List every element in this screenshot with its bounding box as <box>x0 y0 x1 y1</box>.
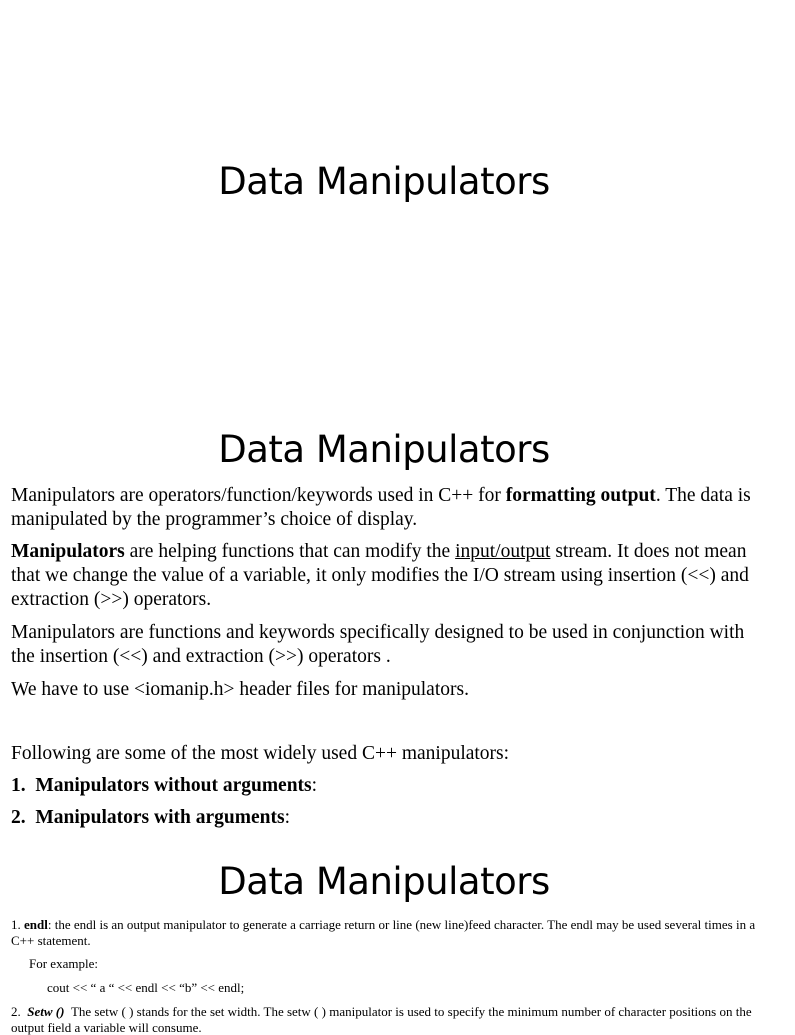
bold-term: Manipulators with arguments <box>35 807 285 828</box>
list-number: 1. <box>11 775 26 796</box>
example-label: For example: <box>29 956 98 971</box>
bold-term: Setw () <box>27 1004 65 1019</box>
item-text: The setw ( ) stands for the set width. The setw ( ) manipulator is used to specify the minimum number of character positions on the output field a variable will consume. <box>11 1004 752 1035</box>
paragraph-iomanip-header: We have to use <iomanip.h> header files for manipulators. <box>11 679 469 700</box>
item-endl <box>11 917 759 948</box>
paragraph-widely-used: Following are some of the most widely used C++ manipulators: <box>11 743 510 764</box>
paragraph-text: . The data is manipulated by the programmer’s choice of display. <box>11 485 751 530</box>
slide-3-title: Data Manipulators <box>218 860 550 903</box>
slide-1-title: Data Manipulators <box>218 160 550 203</box>
paragraph-formatting-output <box>11 484 761 532</box>
underlined-term: input/output <box>455 541 551 562</box>
paragraph-text: are helping functions that can modify the <box>124 541 456 562</box>
bold-term: Manipulators <box>11 541 125 562</box>
bold-term: formatting output <box>505 485 656 506</box>
item-text: : the endl is an output manipulator to generate a carriage return or line (new line)feed character. The endl may be used several times in a C++ statement. <box>11 917 756 948</box>
list-item-with-arguments <box>11 806 761 830</box>
list-item-without-arguments <box>11 774 761 798</box>
paragraph-manipulators-definition <box>11 540 761 612</box>
item-number: 1. <box>11 917 21 932</box>
code-example: cout << “ a “ << endl << “b” << endl; <box>47 980 245 995</box>
list-tail: : <box>311 775 318 796</box>
list-number: 2. <box>11 807 26 828</box>
slide-1 <box>0 0 768 410</box>
paragraph-text: Manipulators are operators/function/keywords used in C++ for <box>11 485 506 506</box>
item-setw <box>11 1004 759 1035</box>
slide-3 <box>0 840 768 1035</box>
slide-2-title: Data Manipulators <box>218 428 550 471</box>
bold-term: Manipulators without arguments <box>35 775 312 796</box>
item-number: 2. <box>11 1004 21 1019</box>
bold-term: endl <box>24 917 48 932</box>
paragraph-text: stream. It does not mean that we change the value of a variable, it only modifies the I/O stream using insertion (<<) and extraction (>>) operators. <box>11 541 749 610</box>
slide-2 <box>0 410 768 840</box>
list-tail: : <box>284 807 290 828</box>
paragraph-manipulators-functions: Manipulators are functions and keywords specifically designed to be used in conjunction with the insertion (<<) and extraction (>>) operators . <box>11 622 745 667</box>
